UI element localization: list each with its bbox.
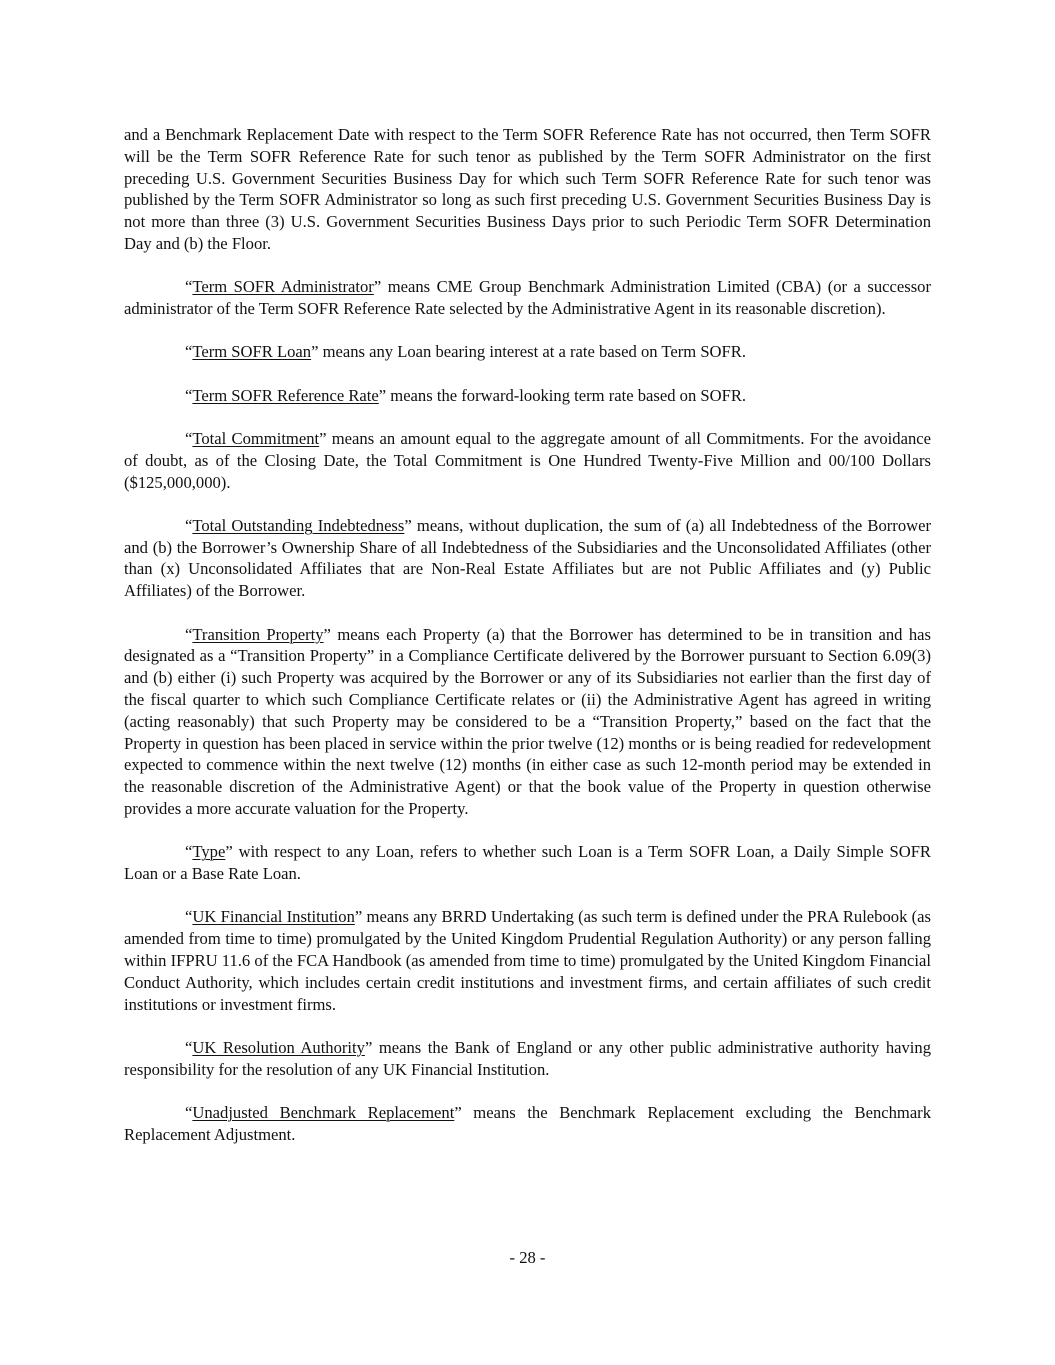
open-quote: “ [185,907,193,927]
open-quote: “ [185,515,193,535]
defined-term: Transition Property [192,624,324,644]
close-quote: ” [319,428,327,448]
close-quote: ” [225,842,233,862]
page-number: - 28 - [509,1248,546,1267]
defined-term: Type [192,842,226,862]
defined-term: Unadjusted Benchmark Replacement [192,1102,455,1122]
definition-text: with respect to any Loan, refers to whether such Loan is a Term SOFR Loan, a Daily Simple SOFR Loan or a Base Rate Loan. [124,842,931,884]
defined-term: UK Financial Institution [192,907,355,927]
defined-term: Term SOFR Administrator [192,277,374,297]
definition-text: means any BRRD Undertaking (as such term is defined under the PRA Rulebook (as amended from time to time) promulgated by the United Kingdom Prudential Regulation Authority) or any person falling within IFPRU 11.6 of the FCA Handbook (as amended from time to time) promulgated by the United Kingdom Financial Conduct Authority, which includes certain credit institutions and investment firms, and certain affiliates of such credit institutions or investment firms. [124,907,931,1014]
close-quote: ” [354,907,363,927]
definition-term-sofr-loan [124,341,931,363]
close-quote: ” [364,1037,373,1057]
defined-term: Total Outstanding Indebtedness [192,515,405,535]
close-quote: ” [311,342,319,362]
open-quote: “ [185,342,193,362]
definition-text: means any Loan bearing interest at a rate based on Term SOFR. [318,342,746,362]
definition-total-commitment [124,428,931,493]
definition-text: means the forward-looking term rate based on SOFR. [386,385,747,405]
open-quote: “ [185,385,193,405]
close-quote: ” [323,624,331,644]
definition-term-sofr-reference-rate [124,385,931,407]
open-quote: “ [185,277,193,297]
paragraph-text: and a Benchmark Replacement Date with respect to the Term SOFR Reference Rate has not occurred, then Term SOFR will be the Term SOFR Reference Rate for such tenor as published by the Term SOFR Administrator on the first preceding U.S. Government Securities Business Day for which such Term SOFR Reference Rate for such tenor was published by the Term SOFR Administrator so long as such first preceding U.S. Government Securities Business Day is not more than three (3) U.S. Government Securities Business Days prior to such Periodic Term SOFR Determination Day and (b) the Floor. [124,125,931,253]
definition-text: means each Property (a) that the Borrower has determined to be in transition and has designated as a “Transition Property” in a Compliance Certificate delivered by the Borrower pursuant to Section 6.09(3) and (b) either (i) such Property was acquired by the Borrower or any of its Subsidiaries not earlier than the first day of the fiscal quarter to which such Compliance Certificate relates or (ii) the Administrative Agent has agreed in writing (acting reasonably) that such Property may be considered to be a “Transition Property,” based on the fact that the Property in question has been placed in service within the prior twelve (12) months or is being readied for redevelopment expected to commence within the next twelve (12) months (in either case as such 12-month period may be extended in the reasonable discretion of the Administrative Agent) or that the book value of the Property in question otherwise provides a more accurate valuation for the Property. [124,624,931,818]
close-quote: ” [404,515,412,535]
definition-uk-financial-institution [124,906,931,1015]
defined-term: Total Commitment [192,428,320,448]
definition-total-outstanding-indebtedness [124,515,931,602]
definition-text: means an amount equal to the aggregate amount of all Commitments. For the avoidance of doubt, as of the Closing Date, the Total Commitment is One Hundred Twenty-Five Million and 00/100 Dollars ($125,000,000). [124,428,931,492]
definition-unadjusted-benchmark-replacement [124,1102,931,1146]
document-page [124,124,931,1167]
defined-term: Term SOFR Loan [192,342,312,362]
close-quote: ” [378,385,387,405]
close-quote: ” [454,1102,462,1122]
definition-transition-property [124,624,931,820]
definition-text: means, without duplication, the sum of (a) all Indebtedness of the Borrower and (b) the Borrower’s Ownership Share of all Indebtedness of the Subsidiaries and the Unconsolidated Affiliates (other than (x) Unconsolidated Affiliates that are Non-Real Estate Affiliates but are not Public Affiliates and (y) Public Affiliates) of the Borrower. [124,515,931,601]
open-quote: “ [185,428,193,448]
open-quote: “ [185,1102,193,1122]
definition-text: means the Bank of England or any other public administrative authority having responsibility for the resolution of any UK Financial Institution. [124,1037,931,1079]
definition-text: means CME Group Benchmark Administration Limited (CBA) (or a successor administrator of the Term SOFR Reference Rate selected by the Administrative Agent in its reasonable discretion). [124,277,932,319]
close-quote: ” [373,277,382,297]
paragraph-continuation [124,124,931,255]
definition-uk-resolution-authority [124,1037,931,1081]
definition-type [124,841,931,885]
defined-term: Term SOFR Reference Rate [192,385,379,405]
open-quote: “ [185,624,193,644]
definition-term-sofr-administrator [124,276,931,320]
defined-term: UK Resolution Authority [192,1037,365,1057]
open-quote: “ [185,1037,193,1057]
open-quote: “ [185,842,193,862]
definition-text: means the Benchmark Replacement excluding the Benchmark Replacement Adjustment. [124,1102,932,1144]
